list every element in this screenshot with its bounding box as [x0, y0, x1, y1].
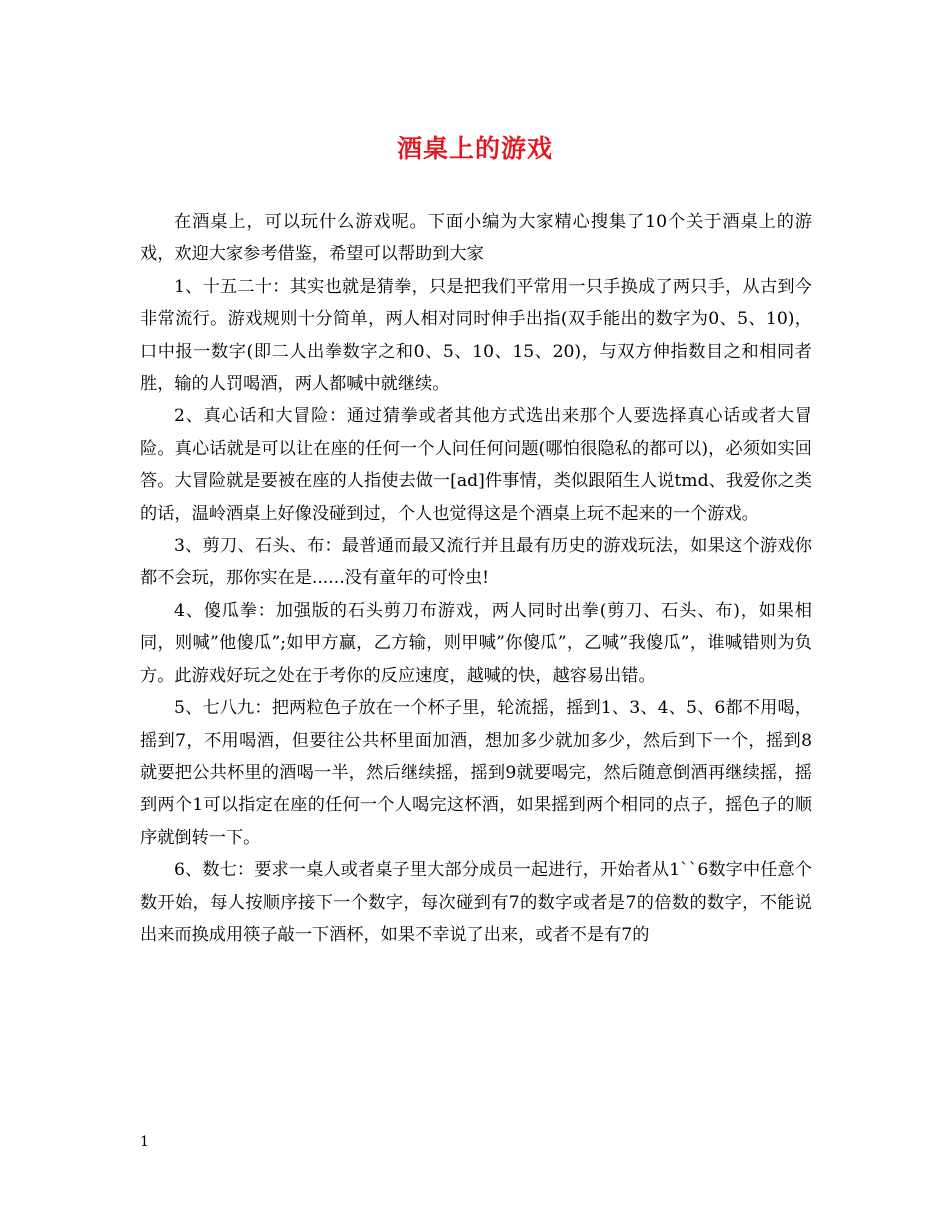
intro-paragraph: 在酒桌上，可以玩什么游戏呢。下面小编为大家精心搜集了10个关于酒桌上的游戏，欢迎大家参考借鉴，希望可以帮助到大家 [140, 212, 812, 265]
page-number: 1 [140, 1134, 149, 1150]
game-3-paragraph: 3、剪刀、石头、布：最普通而最又流行并且最有历史的游戏玩法，如果这个游戏你都不会玩，那你实在是......没有童年的可怜虫! [140, 536, 812, 589]
game-5-paragraph: 5、七八九：把两粒色子放在一个杯子里，轮流摇，摇到1、3、4、5、6都不用喝，摇到7，不用喝酒，但要往公共杯里面加酒，想加多少就加多少，然后到下一个，摇到8就要把公共杯里的酒喝一半，然后继续摇，摇到9就要喝完，然后随意倒酒再继续摇，摇到两个1可以指定在座的任何一个人喝完这杯酒，如果摇到两个相同的点子，摇色子的顺序就倒转一下。 [140, 698, 812, 848]
game-2-paragraph: 2、真心话和大冒险：通过猜拳或者其他方式选出来那个人要选择真心话或者大冒险。真心话就是可以让在座的任何一个人问任何问题(哪怕很隐私的都可以)，必须如实回答。大冒险就是要被在座的人指使去做一[ad]件事情，类似跟陌生人说tmd、我爱你之类的话，温岭酒桌上好像没碰到过，个人也觉得这是个酒桌上玩不起来的一个游戏。 [140, 406, 812, 524]
document-body [140, 206, 812, 951]
game-1-paragraph: 1、十五二十：其实也就是猜拳，只是把我们平常用一只手换成了两只手，从古到今非常流行。游戏规则十分简单，两人相对同时伸手出指(双手能出的数字为0、5、10)，口中报一数字(即二人出拳数字之和0、5、10、15、20)，与双方伸指数目之和相同者胜，输的人罚喝酒，两人都喊中就继续。 [140, 276, 812, 395]
game-6-paragraph: 6、数七：要求一桌人或者桌子里大部分成员一起进行，开始者从1``6数字中任意个数开始，每人按顺序接下一个数字，每次碰到有7的数字或者是7的倍数的数字，不能说出来而换成用筷子敲一下酒杯，如果不幸说了出来，或者不是有7的 [140, 860, 812, 945]
document-title: 酒桌上的游戏 [396, 134, 553, 163]
game-4-paragraph: 4、傻瓜拳：加强版的石头剪刀布游戏，两人同时出拳(剪刀、石头、布)，如果相同，则喊”他傻瓜”;如甲方赢，乙方输，则甲喊”你傻瓜”，乙喊”我傻瓜”，谁喊错则为负方。此游戏好玩之处在于考你的反应速度，越喊的快，越容易出错。 [140, 600, 812, 686]
